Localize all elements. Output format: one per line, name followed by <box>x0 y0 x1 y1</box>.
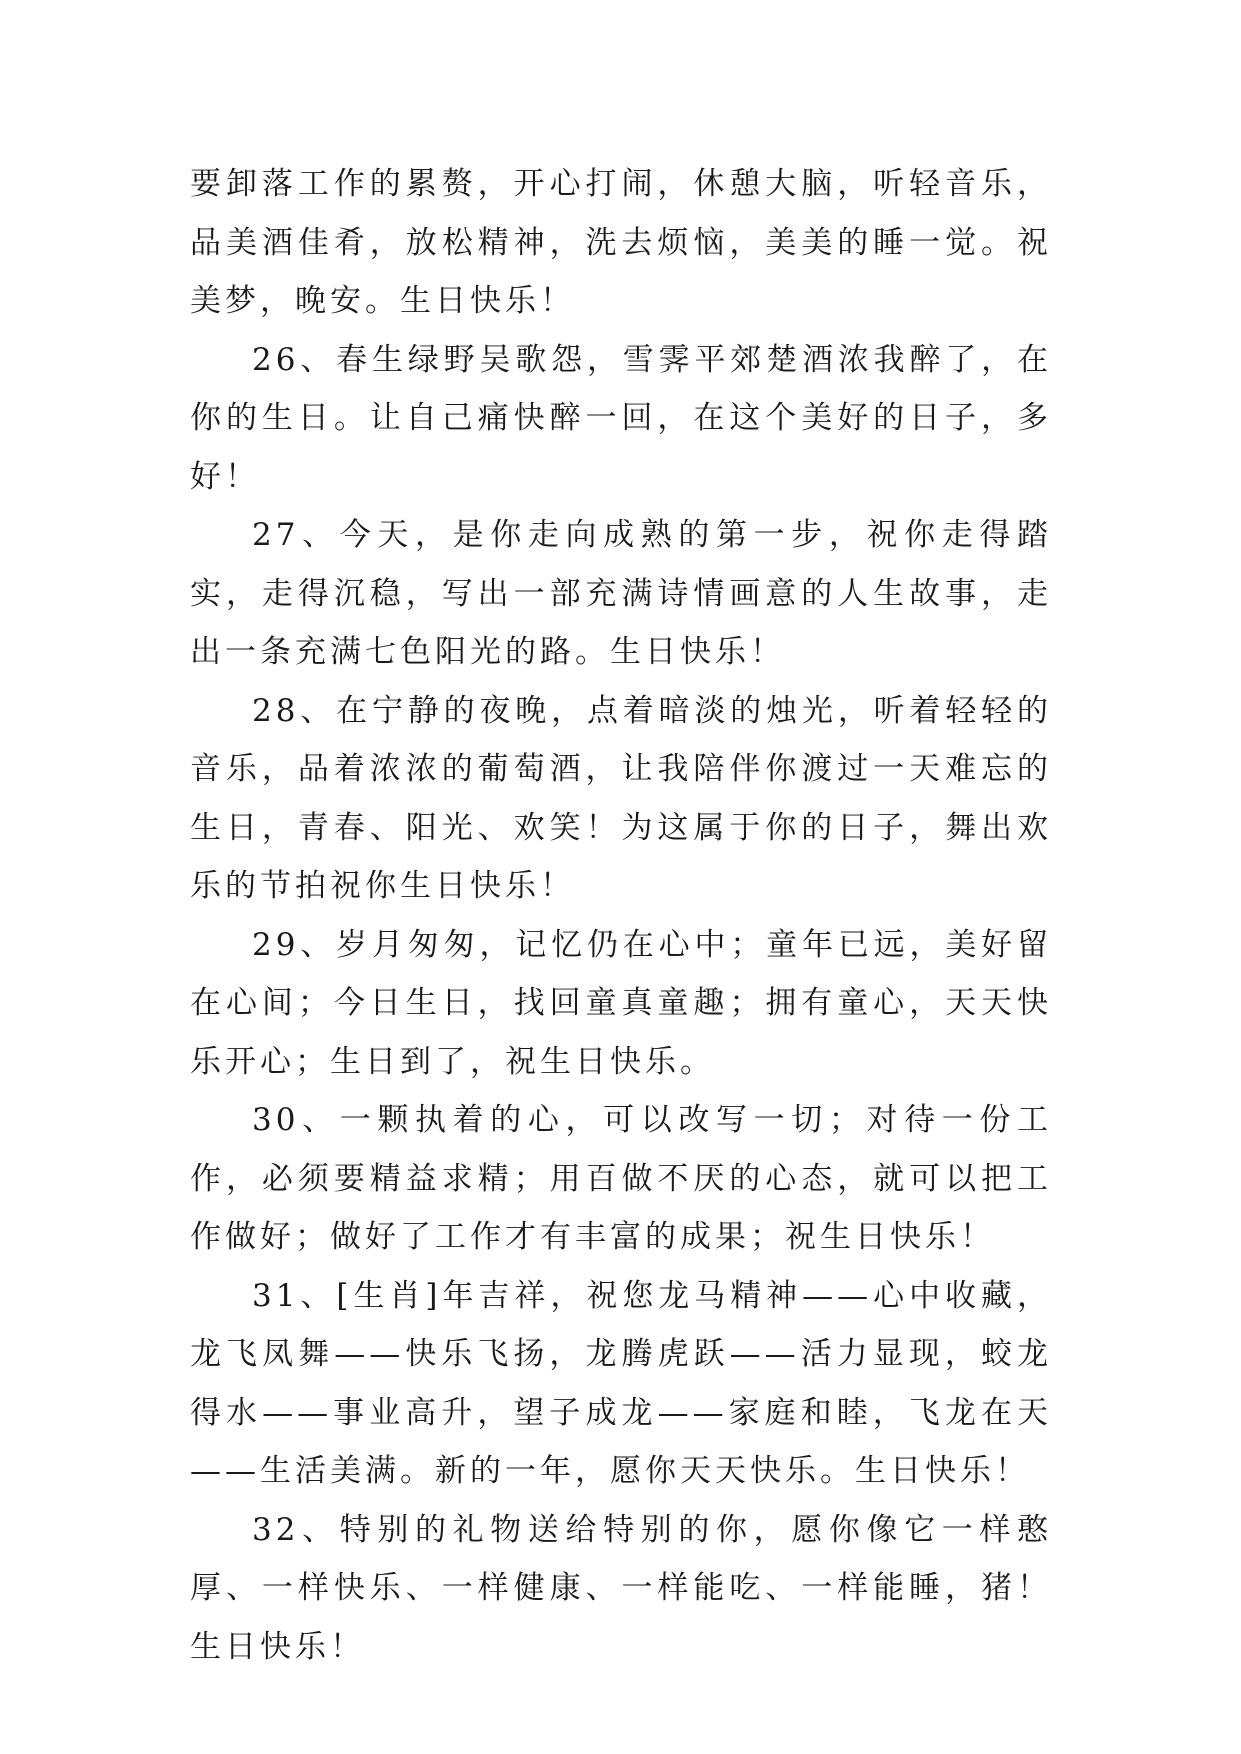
paragraph-31: 31、[生肖]年吉祥，祝您龙马精神——心中收藏，龙飞凤舞——快乐飞扬，龙腾虎跃——活力显现，蛟龙得水——事业高升，望子成龙——家庭和睦，飞龙在天——生活美满。新的一年，愿你天天快乐。生日快乐！ <box>190 1277 1052 1489</box>
paragraph-32: 32、特别的礼物送给特别的你，愿你像它一样憨厚、一样快乐、一样健康、一样能吃、一样能睡，猪！生日快乐！ <box>190 1511 1052 1665</box>
paragraph-27: 27、今天，是你走向成熟的第一步，祝你走得踏实，走得沉稳，写出一部充满诗情画意的人生故事，走出一条充满七色阳光的路。生日快乐！ <box>190 517 1052 670</box>
paragraph-26: 26、春生绿野吴歌怨，雪霁平郊楚酒浓我醉了，在你的生日。让自己痛快醉一回，在这个美好的日子，多好！ <box>190 341 1052 495</box>
paragraph-28: 28、在宁静的夜晚，点着暗淡的烛光，听着轻轻的音乐，品着浓浓的葡萄酒，让我陪伴你渡过一天难忘的生日，青春、阳光、欢笑！为这属于你的日子，舞出欢乐的节拍祝你生日快乐！ <box>190 692 1052 904</box>
document-body <box>190 155 1052 1676</box>
paragraph-continued: 要卸落工作的累赘，开心打闹，休憩大脑，听轻音乐，品美酒佳肴，放松精神，洗去烦恼，美美的睡一觉。祝美梦，晚安。生日快乐！ <box>190 166 1052 319</box>
paragraph-30: 30、一颗执着的心，可以改写一切；对待一份工作，必须要精益求精；用百做不厌的心态，就可以把工作做好；做好了工作才有丰富的成果；祝生日快乐！ <box>190 1102 1052 1255</box>
paragraph-29: 29、岁月匆匆，记忆仍在心中；童年已远，美好留在心间；今日生日，找回童真童趣；拥有童心，天天快乐开心；生日到了，祝生日快乐。 <box>190 926 1052 1080</box>
